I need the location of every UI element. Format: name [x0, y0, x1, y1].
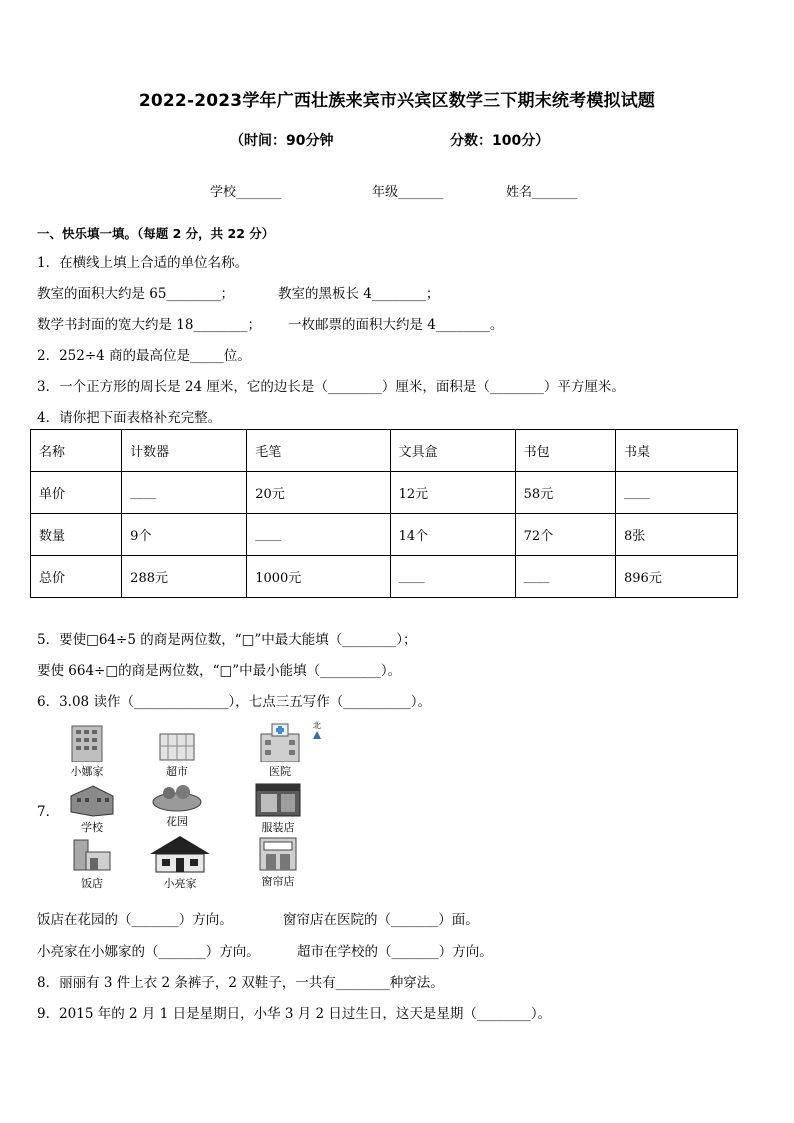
- table-cell: 12元: [390, 472, 515, 514]
- table-cell: ____: [247, 514, 390, 556]
- table-cell: 288元: [122, 556, 247, 598]
- table-row: [31, 472, 738, 514]
- map-place: [243, 834, 313, 889]
- place-label: 小亮家: [163, 877, 197, 890]
- question-7a: 饭店在花园的（_______）方向。: [37, 912, 233, 928]
- table-cell: 20元: [247, 472, 390, 514]
- question-4-stem: 4．请你把下面表格补充完整。: [37, 410, 222, 426]
- map-place: [57, 836, 127, 891]
- north-label: 北: [313, 721, 321, 730]
- table-cell: 数量: [31, 514, 122, 556]
- table-cell: 9个: [122, 514, 247, 556]
- table-cell: 1000元: [247, 556, 390, 598]
- table-cell: 文具盒: [390, 430, 515, 472]
- question-7b: 窗帘店在医院的（_______）面。: [283, 912, 479, 928]
- clothing-store-icon: [253, 780, 303, 818]
- question-9: 9．2015 年的 2 月 1 日是星期日，小华 3 月 2 日过生日，这天是星期（________）。: [37, 1006, 552, 1022]
- question-3: 3．一个正方形的周长是 24 厘米，它的边长是（________）厘米，面积是（________）平方厘米。: [37, 379, 625, 395]
- exam-time: （时间：90分钟: [230, 133, 334, 149]
- exam-score: 分数：100分）: [450, 133, 550, 149]
- question-1b: 教室的黑板长 4________；: [278, 286, 440, 302]
- garden-icon: [151, 782, 203, 812]
- price-table: [30, 429, 738, 598]
- map-place: [245, 722, 315, 779]
- map-place: [57, 782, 127, 835]
- section-heading: 一、快乐填一填。（每题 2 分，共 22 分）: [37, 226, 275, 241]
- table-cell: 书桌: [616, 430, 738, 472]
- curtain-store-icon: [256, 834, 300, 872]
- question-5b: 要使 664÷□的商是两位数，“□”中最小能填（_________）。: [37, 663, 402, 679]
- question-7c: 小亮家在小娜家的（_______）方向。: [37, 944, 260, 960]
- question-2: 2．252÷4 商的最高位是_____位。: [37, 348, 251, 364]
- question-8: 8．丽丽有 3 件上衣 2 条裤子，2 双鞋子，一共有________种穿法。: [37, 975, 444, 991]
- place-label: 饭店: [81, 877, 103, 890]
- table-cell: 58元: [515, 472, 615, 514]
- place-label: 花园: [166, 815, 188, 828]
- table-cell: 书包: [515, 430, 615, 472]
- table-cell: ____: [515, 556, 615, 598]
- question-7-number: 7．: [37, 804, 60, 820]
- table-row: [31, 556, 738, 598]
- place-label: 服装店: [261, 821, 295, 834]
- hospital-icon: [257, 722, 303, 762]
- table-cell: 单价: [31, 472, 122, 514]
- page-title: 2022-2023学年广西壮族来宾市兴宾区数学三下期末统考模拟试题: [138, 91, 656, 111]
- map-place: [142, 782, 212, 829]
- house-icon: [148, 834, 212, 874]
- restaurant-icon: [70, 836, 114, 874]
- map-place: [243, 780, 313, 835]
- grade-field: 年级_______: [372, 185, 444, 200]
- question-7d: 超市在学校的（_______）方向。: [297, 944, 493, 960]
- map-place: [52, 722, 122, 779]
- table-cell: 毛笔: [247, 430, 390, 472]
- place-label: 医院: [269, 765, 291, 778]
- question-6: 6．3.08 读作（______________），七点三五写作（__________）。: [37, 694, 431, 710]
- table-cell: ____: [390, 556, 515, 598]
- question-1a: 教室的面积大约是 65________；: [37, 286, 234, 302]
- place-label: 学校: [81, 821, 103, 834]
- table-cell: 896元: [616, 556, 738, 598]
- table-cell: 72个: [515, 514, 615, 556]
- place-label: 超市: [166, 765, 188, 778]
- table-cell: 总价: [31, 556, 122, 598]
- table-cell: 14个: [390, 514, 515, 556]
- school-field: 学校_______: [210, 185, 282, 200]
- direction-map: [37, 718, 337, 896]
- table-row: [31, 430, 738, 472]
- table-cell: 名称: [31, 430, 122, 472]
- question-1-stem: 1．在横线上填上合适的单位名称。: [37, 255, 249, 271]
- supermarket-icon: [156, 728, 198, 762]
- question-1d: 一枚邮票的面积大约是 4________。: [288, 317, 504, 333]
- table-cell: 8张: [616, 514, 738, 556]
- table-cell: ____: [122, 472, 247, 514]
- table-row: [31, 514, 738, 556]
- question-5a: 5．要使□64÷5 的商是两位数，“□”中最大能填（________）；: [37, 632, 417, 648]
- school-icon: [67, 782, 117, 818]
- table-cell: 计数器: [122, 430, 247, 472]
- place-label: 小娜家: [70, 765, 104, 778]
- place-label: 窗帘店: [261, 875, 295, 888]
- question-1c: 数学书封面的宽大约是 18________；: [37, 317, 261, 333]
- name-field: 姓名_______: [506, 185, 578, 200]
- map-place: [142, 728, 212, 779]
- apartment-icon: [68, 722, 106, 762]
- table-cell: ____: [616, 472, 738, 514]
- map-place: [145, 834, 215, 891]
